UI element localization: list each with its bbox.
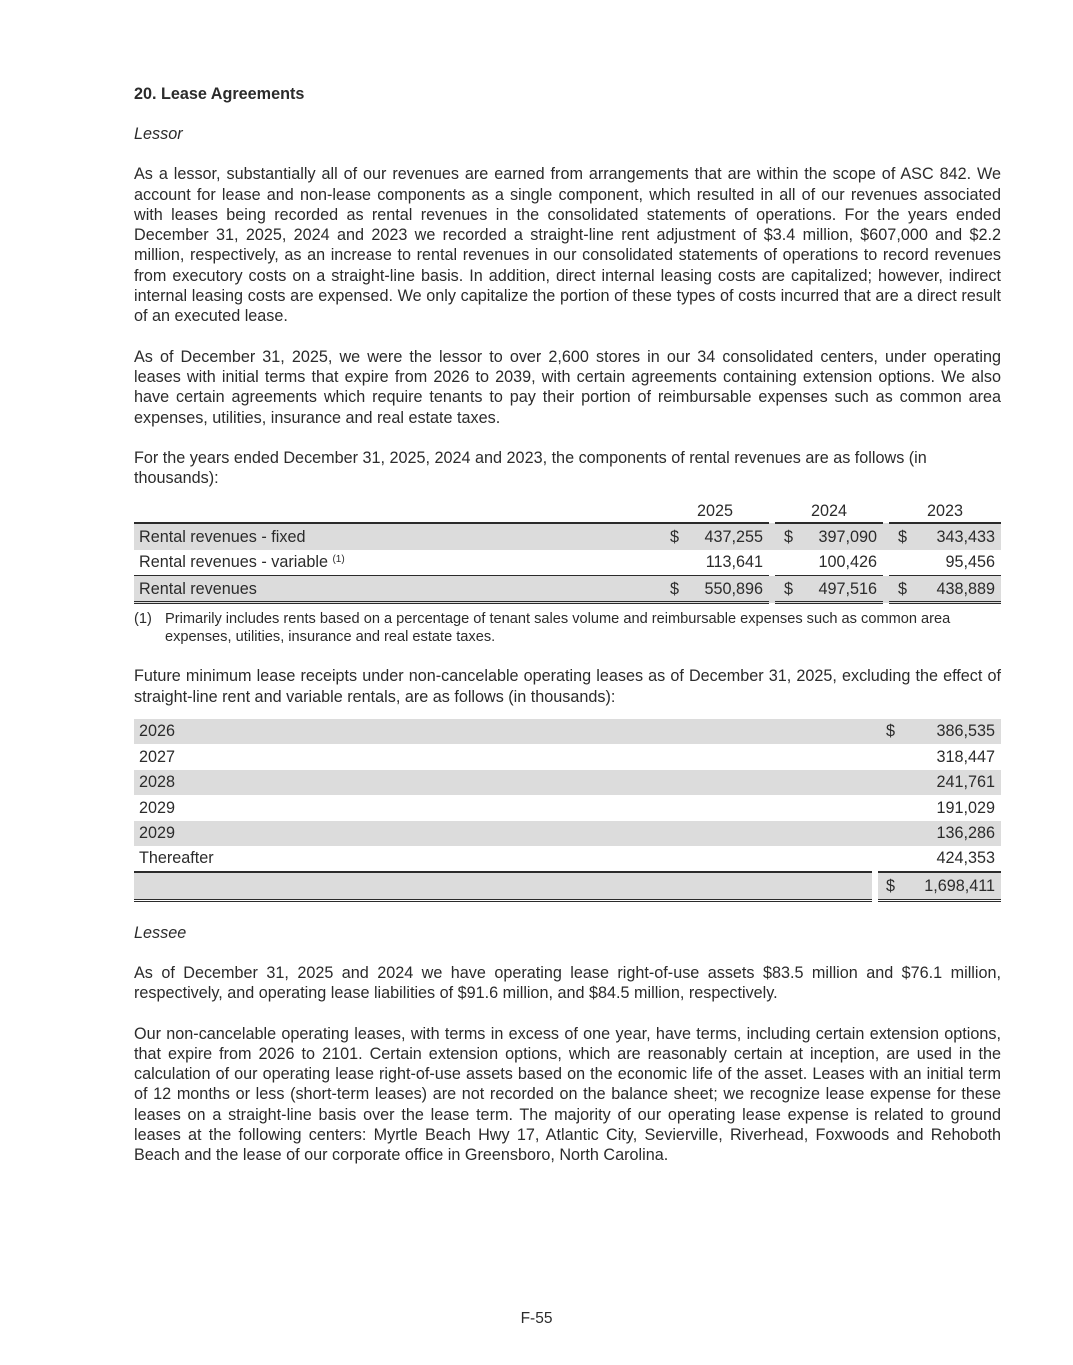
value-cell: 136,286 (903, 821, 1001, 846)
lessee-paragraph-1: As of December 31, 2025 and 2024 we have operating lease right-of-use assets $83.5 million and $76.1 million, respectively, and operating lease liabilities of $91.6 million, and $84.5 million, respectively. (134, 963, 1001, 1003)
currency-symbol (878, 770, 903, 795)
table-header-row (134, 500, 1001, 523)
currency-symbol (878, 846, 903, 872)
currency-symbol: $ (661, 576, 688, 603)
total-value-cell: 1,698,411 (903, 872, 1001, 900)
currency-symbol (878, 821, 903, 846)
row-label: 2029 (139, 798, 176, 817)
row-label: Thereafter (134, 846, 872, 872)
value-cell: 191,029 (936, 798, 995, 817)
currency-symbol (878, 744, 903, 769)
value-cell: 397,090 (802, 523, 883, 549)
value-cell: 100,426 (818, 553, 878, 572)
lessee-paragraph-2: Our non-cancelable operating leases, with terms in excess of one year, have terms, including certain extension options, that expire from 2026 to 2101. Certain extension options, which are reasonably certain at inception, are used in the calculation of our operating lease right-of-use assets based on the economic life of the asset. Leases with an initial term of 12 months or less (short-term leases) are not recorded on the balance sheet; we recognize lease expense for these leases on a straight-line basis over the lease term. The majority of our operating lease expense is related to ground leases at the following centers: Myrtle Beach Hwy 17, Atlantic City, Sevierville, Riverhead, Foxwoods and Rehoboth Beach and the lease of our corporate office in Greensboro, North Carolina. (134, 1024, 1001, 1165)
lessor-paragraph-1: As a lessor, substantially all of our revenues are earned from arrangements that are within the scope of ASC 842. We account for lease and non-lease components as a single component, which resulted in all of our revenues associated with leases being recorded as rental revenues in the consolidated statements of operations. For the years ended December 31, 2025, 2024 and 2023 we recorded a straight-line rent adjustment of $3.4 million, $607,000 and $2.2 million, respectively, as an increase to rental revenues in our consolidated statements of operations to record revenues from executory costs on a straight-line basis. In addition, direct internal leasing costs are capitalized; however, indirect internal leasing costs are expensed. We only capitalize the portion of these types of costs incurred that are a direct result of an executed lease. (134, 165, 1001, 326)
row-label: Rental revenues - fixed (134, 523, 661, 549)
rental-revenues-table (134, 500, 1001, 604)
row-label-cell (134, 550, 661, 576)
table-row (134, 744, 1001, 769)
table-row (134, 821, 1001, 846)
table-row (134, 846, 1001, 872)
page-number: F-55 (520, 1310, 553, 1327)
value-cell: 424,353 (903, 846, 1001, 872)
value-cell: 318,447 (936, 747, 995, 766)
lessor-heading: Lessor (134, 125, 183, 143)
footnote-marker: (1) (134, 611, 152, 628)
currency-symbol (889, 550, 916, 576)
table-row (134, 719, 1001, 744)
future-receipts-table (134, 719, 1001, 902)
row-label: 2029 (134, 821, 872, 846)
year-header-2023: 2023 (889, 500, 1001, 523)
document-page (134, 84, 1001, 1166)
footnote-text: Primarily includes rents based on a percentage of tenant sales volume and reimbursable expenses such as common area expenses, utilities, insurance and real estate taxes. (165, 611, 951, 646)
table-row (134, 795, 1001, 820)
row-label: Rental revenues (134, 576, 661, 603)
value-cell: 386,535 (903, 719, 1001, 744)
value-cell: 497,516 (802, 576, 883, 603)
currency-symbol: $ (889, 523, 916, 549)
section-title: 20. Lease Agreements (134, 85, 305, 103)
table-row (134, 523, 1001, 549)
footnote-reference: (1) (332, 554, 345, 566)
currency-symbol (878, 795, 903, 820)
year-header-2024: 2024 (775, 500, 883, 523)
row-label: 2027 (139, 747, 176, 766)
currency-symbol: $ (775, 576, 802, 603)
currency-symbol: $ (878, 719, 903, 744)
value-cell: 343,433 (916, 523, 1001, 549)
value-cell: 437,255 (688, 523, 769, 549)
lessee-heading: Lessee (134, 923, 187, 942)
value-cell: 241,761 (903, 770, 1001, 795)
rental-intro-paragraph: For the years ended December 31, 2025, 2024 and 2023, the components of rental revenues are as follows (in thousands): (134, 448, 927, 488)
table-footnote (134, 610, 1001, 646)
value-cell: 113,641 (705, 553, 764, 572)
currency-symbol: $ (889, 576, 916, 603)
currency-symbol: $ (661, 523, 688, 549)
currency-symbol: $ (775, 523, 802, 549)
row-label: Rental revenues - variable (139, 553, 328, 572)
value-cell: 550,896 (688, 576, 769, 603)
lessor-paragraph-2: As of December 31, 2025, we were the lessor to over 2,600 stores in our 34 consolidated centers, under operating leases with initial terms that expire from 2026 to 2039, with certain agreements containing extension options. We also have certain agreements which require tenants to pay their portion of reimbursable expenses such as common area expenses, utilities, insurance and real estate taxes. (134, 347, 1001, 427)
row-label (134, 872, 872, 900)
value-cell: 95,456 (945, 553, 996, 572)
table-row (134, 770, 1001, 795)
row-label: 2026 (134, 719, 872, 744)
currency-symbol (661, 550, 688, 576)
future-receipts-intro: Future minimum lease receipts under non-cancelable operating leases as of December 31, 2025, excluding the effect of straight-line rent and variable rentals, are as follows (in thousands): (134, 667, 1001, 706)
table-row (134, 550, 1001, 576)
value-cell: 438,889 (916, 576, 1001, 603)
row-label: 2028 (134, 770, 872, 795)
year-header-2025: 2025 (661, 500, 769, 523)
currency-symbol: $ (878, 872, 903, 900)
table-total-row (134, 872, 1001, 900)
currency-symbol (775, 550, 802, 576)
table-total-row (134, 576, 1001, 603)
